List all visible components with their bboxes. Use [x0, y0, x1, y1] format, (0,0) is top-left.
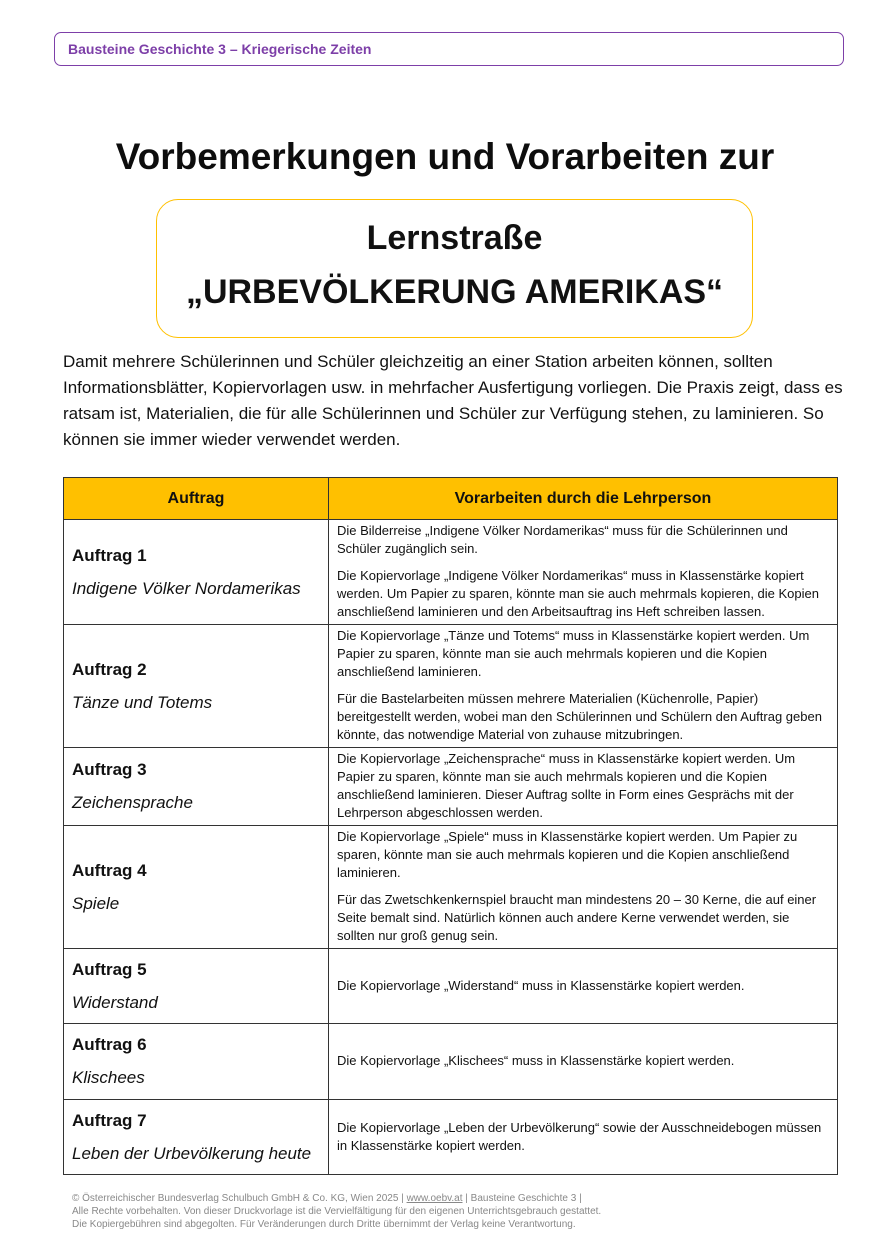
preparation-text: Die Kopiervorlage „Klischees“ muss in Klassenstärke kopiert werden.	[337, 1053, 735, 1068]
header-bar	[54, 32, 844, 66]
table-row	[64, 1024, 838, 1100]
table-row	[64, 949, 838, 1024]
task-title: Zeichensprache	[72, 793, 193, 812]
table-row	[64, 625, 838, 748]
preparation-cell	[329, 520, 838, 625]
table-row	[64, 1100, 838, 1175]
task-number: Auftrag 6	[72, 1035, 147, 1054]
task-number: Auftrag 2	[72, 659, 147, 679]
task-title: Widerstand	[72, 992, 158, 1012]
task-title: Klischees	[72, 1068, 145, 1087]
task-number: Auftrag 4	[72, 860, 147, 880]
task-number: Auftrag 1	[72, 545, 147, 565]
footer-book-title: | Bausteine Geschichte 3 |	[462, 1193, 582, 1204]
task-cell	[64, 949, 329, 1024]
title-box-line2: „URBEVÖLKERUNG AMERIKAS“	[185, 273, 724, 311]
task-title: Tänze und Totems	[72, 692, 213, 712]
task-title: Spiele	[72, 893, 120, 913]
preparation-cell	[329, 1100, 838, 1175]
task-number: Auftrag 3	[72, 760, 147, 779]
preparation-text: Die Bilderreise „Indigene Völker Nordamerikas“ muss für die Schülerinnen und Schüler zugänglich sein.	[337, 523, 788, 556]
task-cell	[64, 748, 329, 826]
preparation-cell	[329, 748, 838, 826]
header-label: Bausteine Geschichte 3 – Kriegerische Zeiten	[68, 41, 372, 57]
table-header-row	[64, 478, 838, 520]
footer-line-2: Alle Rechte vorbehalten. Von dieser Druckvorlage ist die Vervielfältigung für den eigenen Unterrichtsgebrauch gestattet.	[72, 1206, 602, 1217]
task-cell	[64, 1100, 329, 1175]
preparation-text: Die Kopiervorlage „Tänze und Totems“ muss in Klassenstärke kopiert werden. Um Papier zu sparen, könnte man sie auch mehrmals kopieren und die Kopien anschließend laminieren.	[337, 628, 810, 679]
intro-paragraph: Damit mehrere Schülerinnen und Schüler gleichzeitig an einer Station arbeiten können, sollten Informationsblätter, Kopiervorlagen usw. in mehrfacher Ausfertigung vorliegen. Die Praxis zeigt, dass es ratsam ist, Materialien, die für alle Schülerinnen und Schüler zur Verfügung stehen, zu laminieren. So können sie immer wieder verwendet werden.	[63, 352, 843, 449]
task-cell	[64, 826, 329, 949]
task-title: Leben der Urbevölkerung heute	[72, 1143, 312, 1163]
task-title: Indigene Völker Nordamerikas	[72, 578, 301, 598]
column-header-preparation: Vorarbeiten durch die Lehrperson	[329, 478, 838, 520]
preparation-text: Für die Bastelarbeiten müssen mehrere Materialien (Küchenrolle, Papier) bereitgestellt werden, wobei man den Schülerinnen und Schülern den Auftrag geben könnte, das notwendige Material von zuhause mitzubringen.	[337, 691, 822, 742]
page-title: Vorbemerkungen und Vorarbeiten zur	[115, 136, 775, 177]
preparation-text: Die Kopiervorlage „Zeichensprache“ muss in Klassenstärke kopiert werden. Um Papier zu sparen, könnte man sie auch mehrmals kopieren und die Kopien anschließend laminieren. Dieser Auftrag sollte in Form eines Gesprächs mit der Lehrperson abgeschlossen werden.	[337, 751, 796, 820]
preparation-cell	[329, 1024, 838, 1100]
task-cell	[64, 520, 329, 625]
footer-line-1	[72, 1192, 832, 1205]
preparation-text: Die Kopiervorlage „Leben der Urbevölkerung“ sowie der Ausschneidebogen müssen in Klassenstärke kopiert werden.	[337, 1119, 822, 1153]
preparation-cell	[329, 949, 838, 1024]
preparation-cell	[329, 826, 838, 949]
table-row	[64, 826, 838, 949]
table-row	[64, 748, 838, 826]
preparation-text: Für das Zwetschkenkernspiel braucht man mindestens 20 – 30 Kerne, die auf einer Seite bemalt sind. Natürlich können auch andere Kerne verwendet werden, sie sollten nur groß genug sein.	[337, 892, 817, 943]
column-header-task: Auftrag	[64, 478, 329, 520]
task-cell	[64, 625, 329, 748]
task-number: Auftrag 5	[72, 959, 147, 979]
task-table	[63, 477, 838, 1175]
title-box-line1: Lernstraße	[366, 219, 543, 257]
task-number: Auftrag 7	[72, 1110, 147, 1130]
footer	[72, 1192, 832, 1231]
preparation-cell	[329, 625, 838, 748]
footer-publisher-link[interactable]: www.oebv.at	[406, 1193, 463, 1204]
preparation-text: Die Kopiervorlage „Spiele“ muss in Klassenstärke kopiert werden. Um Papier zu sparen, könnte man sie auch mehrmals kopieren und die Kopien anschließend laminieren.	[337, 829, 798, 880]
task-cell	[64, 1024, 329, 1100]
preparation-text: Die Kopiervorlage „Indigene Völker Nordamerikas“ muss in Klassenstärke kopiert werden. Um Papier zu sparen, könnte man sie auch mehrmals kopieren, die Kopien anschließend laminieren und den Arbeitsauftrag ins Heft schreiben lassen.	[337, 568, 819, 619]
footer-copyright: © Österreichischer Bundesverlag Schulbuch GmbH & Co. KG, Wien 2025 |	[72, 1193, 407, 1204]
footer-line-3: Die Kopiergebühren sind abgegolten. Für Veränderungen durch Dritte übernimmt der Verlag keine Verantwortung.	[72, 1219, 576, 1230]
title-box	[156, 199, 753, 338]
preparation-text: Die Kopiervorlage „Widerstand“ muss in Klassenstärke kopiert werden.	[337, 977, 745, 993]
table-row	[64, 520, 838, 625]
